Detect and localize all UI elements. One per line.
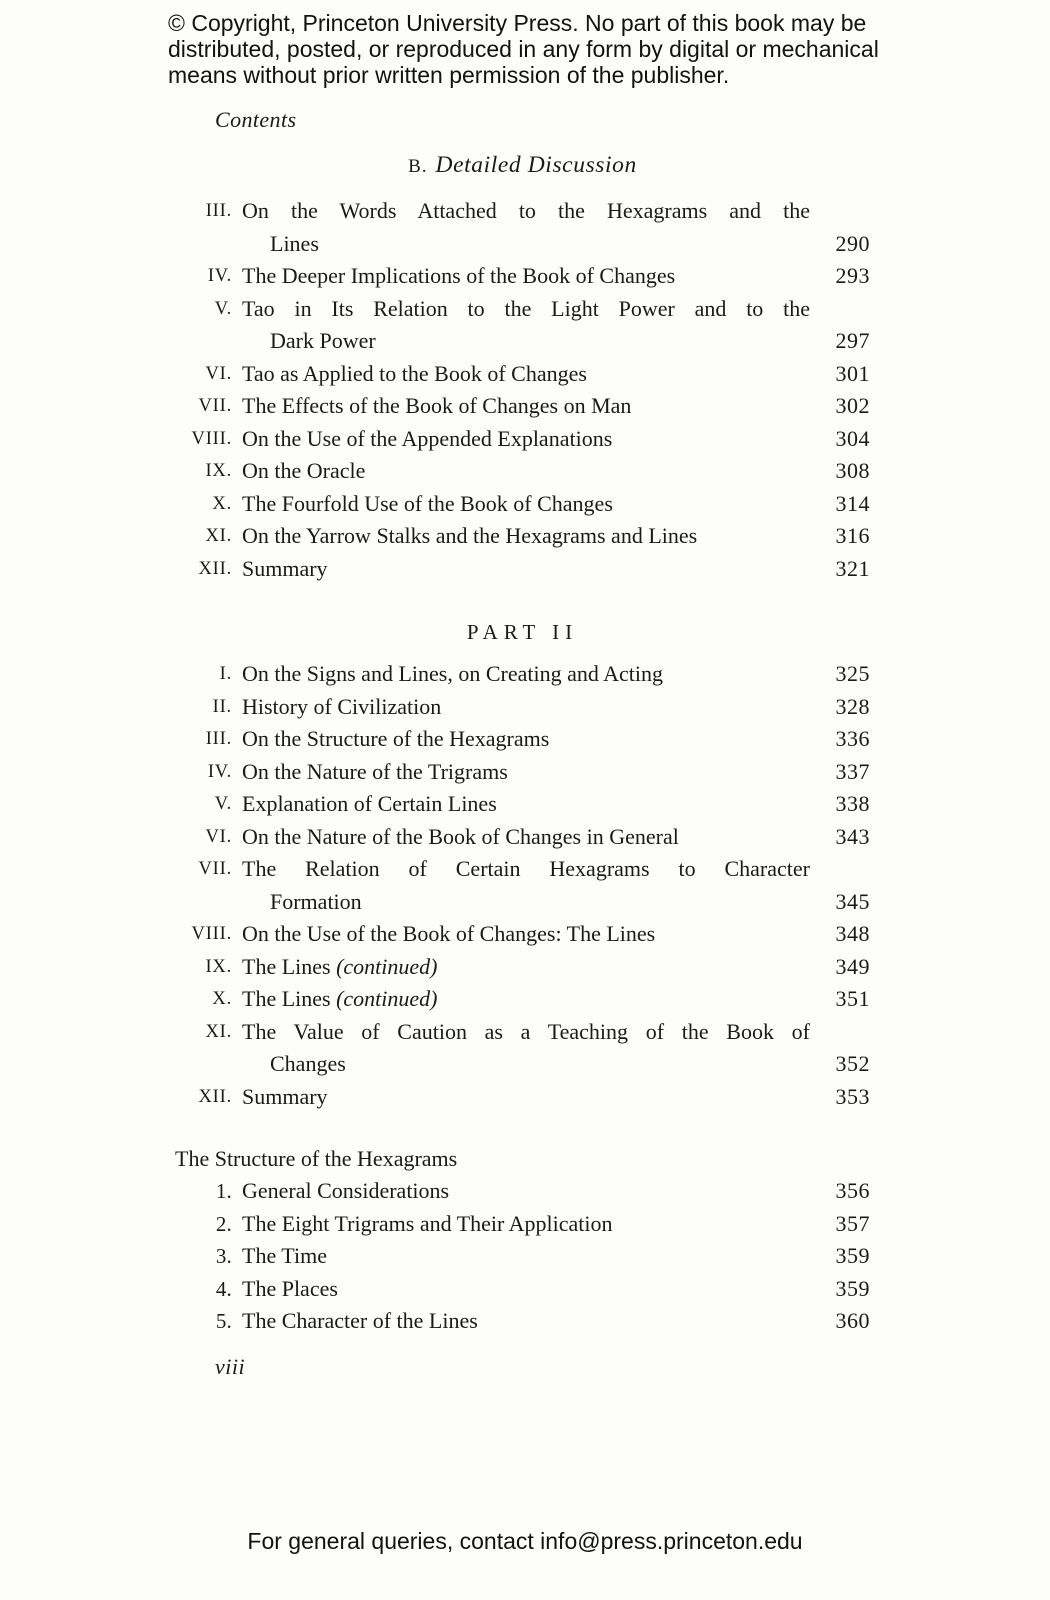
- entry-title-continuation: Changes: [270, 1051, 346, 1076]
- footer-queries: For general queries, contact info@press.princeton.edu: [247, 1528, 803, 1554]
- entry-numeral: X.: [212, 989, 232, 1009]
- entry-title: On the Yarrow Stalks and the Hexagrams and Lines: [242, 523, 698, 548]
- entry-title: The Deeper Implications of the Book of Changes: [242, 263, 676, 288]
- toc-entry: [175, 293, 870, 358]
- section-b-heading: [175, 149, 870, 184]
- entry-page-number: 304: [835, 425, 870, 451]
- toc-entry: [175, 1240, 870, 1273]
- entry-numeral: XI.: [205, 1021, 232, 1042]
- toc-entry: [175, 1208, 870, 1241]
- entry-title-italic: (continued): [336, 986, 438, 1011]
- entry-numeral: III.: [205, 729, 232, 749]
- entry-page-number: 336: [835, 726, 870, 751]
- entry-page-number: 343: [835, 823, 870, 849]
- toc-entry: [175, 488, 870, 521]
- entry-page-number: 293: [835, 263, 870, 288]
- entry-title: General Considerations: [242, 1178, 450, 1203]
- entry-numeral: IX.: [205, 461, 232, 481]
- toc-entry: [175, 821, 870, 854]
- entry-page-number: 357: [835, 1210, 870, 1236]
- entry-page-number: 302: [835, 393, 870, 418]
- entry-numeral: I.: [219, 664, 232, 684]
- toc-entry: [175, 788, 870, 821]
- entry-title: On the Signs and Lines, on Creating and Acting: [242, 661, 663, 686]
- entry-title: The Value of Caution as a Teaching of the Book of Changes: [242, 1016, 810, 1081]
- toc-entry: [175, 1081, 870, 1114]
- entry-title: On the Words Attached to the Hexagrams and the Lines: [242, 195, 810, 260]
- entry-title: The Fourfold Use of the Book of Changes: [242, 490, 613, 516]
- entry-title: The Time: [242, 1243, 327, 1268]
- entry-numeral: V.: [214, 794, 232, 814]
- entry-title: The Character of the Lines: [242, 1308, 478, 1333]
- entry-page-number: 360: [835, 1308, 870, 1333]
- entry-numeral: XI.: [205, 526, 232, 546]
- entry-title: The Lines (continued): [242, 986, 438, 1011]
- entry-numeral: II.: [212, 696, 232, 717]
- toc-entry: [175, 260, 870, 293]
- entry-title: Tao as Applied to the Book of Changes: [242, 360, 587, 386]
- entry-title: On the Use of the Book of Changes: The Lines: [242, 921, 656, 946]
- entry-title: Summary: [242, 1083, 328, 1109]
- toc-entry: [175, 1273, 870, 1306]
- toc-list-part-ii: [175, 658, 870, 1113]
- toc-content: [175, 149, 870, 1382]
- entry-title: Summary: [242, 555, 328, 581]
- toc-entry: [175, 951, 870, 984]
- entry-numeral: XII.: [198, 1086, 232, 1107]
- entry-page-number: 359: [835, 1243, 870, 1268]
- toc-entry: [175, 691, 870, 724]
- structure-section-heading: The Structure of the Hexagrams: [175, 1146, 458, 1171]
- entry-numeral: 2.: [215, 1211, 232, 1236]
- entry-title: On the Nature of the Book of Changes in General: [242, 823, 679, 849]
- entry-numeral: VI.: [205, 826, 232, 847]
- entry-page-number: 359: [835, 1275, 870, 1301]
- entry-title: History of Civilization: [242, 693, 442, 719]
- entry-page-number: 328: [835, 693, 870, 719]
- entry-numeral: IV.: [207, 266, 232, 286]
- entry-numeral: XII.: [198, 558, 232, 579]
- entry-numeral: X.: [212, 493, 232, 514]
- entry-page-number: 348: [835, 921, 870, 946]
- entry-title: The Lines (continued): [242, 953, 438, 979]
- part-ii-heading: PART II: [466, 620, 579, 644]
- entry-page-number: 308: [835, 458, 870, 483]
- folio-page-number: viii: [215, 1353, 246, 1379]
- section-b-label: B.: [408, 156, 428, 177]
- toc-entry: [175, 658, 870, 691]
- entry-title-italic: (continued): [336, 953, 438, 979]
- entry-numeral: VI.: [205, 363, 232, 384]
- entry-title: On the Use of the Appended Explanations: [242, 425, 613, 451]
- entry-numeral: V.: [214, 298, 232, 319]
- entry-numeral: III.: [205, 201, 232, 221]
- toc-entry: [175, 983, 870, 1016]
- copyright-notice: © Copyright, Princeton University Press. No part of this book may be distributed, posted, or reproduced in any form by digital or mechanical means without prior written permission of the publisher.: [168, 10, 879, 88]
- entry-page-number: 297: [835, 328, 870, 353]
- toc-entry: [175, 390, 870, 423]
- entry-page-number: 351: [835, 986, 870, 1011]
- toc-entry: [175, 1016, 870, 1081]
- running-head-contents: Contents: [215, 107, 297, 132]
- entry-page-number: 353: [835, 1083, 870, 1109]
- entry-numeral: IV.: [207, 761, 232, 782]
- entry-title-continuation: Dark Power: [270, 328, 376, 353]
- entry-page-number: 337: [835, 758, 870, 784]
- toc-entry: [175, 723, 870, 756]
- entry-title: The Places: [242, 1275, 338, 1301]
- toc-list-structure: [175, 1175, 870, 1338]
- entry-title: On the Oracle: [242, 458, 366, 483]
- entry-page-number: 321: [835, 555, 870, 581]
- entry-numeral: 5.: [215, 1309, 232, 1333]
- entry-page-number: 316: [835, 523, 870, 548]
- entry-title: The Eight Trigrams and Their Application: [242, 1210, 613, 1236]
- entry-numeral: VII.: [198, 396, 232, 416]
- entry-title: The Effects of the Book of Changes on Man: [242, 393, 632, 418]
- entry-page-number: 356: [835, 1178, 870, 1203]
- toc-entry: [175, 918, 870, 951]
- entry-numeral: 3.: [215, 1244, 232, 1268]
- entry-title: On the Nature of the Trigrams: [242, 758, 508, 784]
- entry-numeral: 4.: [215, 1276, 232, 1301]
- toc-entry: [175, 553, 870, 586]
- toc-entry: [175, 853, 870, 918]
- entry-title: Explanation of Certain Lines: [242, 791, 497, 816]
- toc-entry: [175, 358, 870, 391]
- entry-page-number: 338: [835, 791, 870, 816]
- toc-entry: [175, 1305, 870, 1338]
- entry-page-number: 301: [835, 360, 870, 386]
- entry-page-number: 314: [835, 490, 870, 516]
- entry-title-continuation: Lines: [270, 230, 319, 256]
- entry-title-continuation: Formation: [270, 888, 362, 914]
- entry-numeral: VII.: [198, 859, 232, 879]
- entry-title: Tao in Its Relation to the Light Power and to the Dark Power: [242, 293, 810, 358]
- entry-title: On the Structure of the Hexagrams: [242, 726, 550, 751]
- entry-numeral: IX.: [205, 956, 232, 977]
- entry-page-number: 325: [835, 661, 870, 686]
- entry-page-number: 349: [835, 953, 870, 979]
- toc-entry: [175, 195, 870, 260]
- entry-page-number: 290: [835, 230, 870, 256]
- entry-numeral: VIII.: [191, 428, 232, 449]
- toc-list-section-b: [175, 195, 870, 585]
- entry-numeral: 1.: [215, 1179, 232, 1203]
- toc-entry: [175, 520, 870, 553]
- entry-numeral: VIII.: [191, 924, 232, 944]
- toc-entry: [175, 1175, 870, 1208]
- toc-entry: [175, 756, 870, 789]
- entry-page-number: 345: [835, 888, 870, 914]
- toc-entry: [175, 423, 870, 456]
- entry-title: The Relation of Certain Hexagrams to Character Formation: [242, 853, 810, 918]
- toc-entry: [175, 455, 870, 488]
- entry-page-number: 352: [835, 1051, 870, 1076]
- section-b-title: Detailed Discussion: [435, 152, 637, 178]
